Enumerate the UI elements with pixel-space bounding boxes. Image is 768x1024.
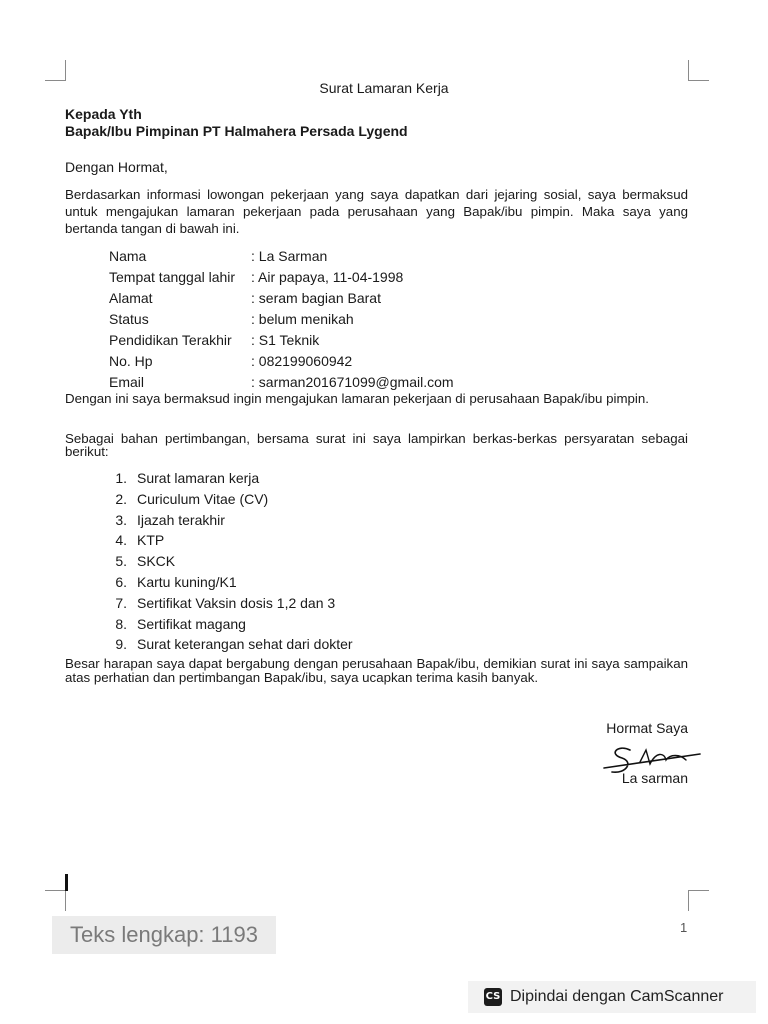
- list-number: 5.: [115, 553, 127, 570]
- info-value: : Air papaya, 11-04-1998: [251, 269, 404, 285]
- info-label: Email: [109, 374, 145, 390]
- info-value: : sarman201671099@gmail.com: [251, 374, 454, 390]
- info-value: : 082199060942: [251, 353, 353, 369]
- recipient-block: [65, 106, 408, 140]
- list-number: 8.: [115, 615, 127, 632]
- info-label: Alamat: [109, 290, 153, 306]
- list-number: 3.: [115, 511, 127, 528]
- info-value: : S1 Teknik: [251, 332, 320, 348]
- camscanner-logo-icon: CS: [484, 988, 502, 1006]
- page-corner-mark: [688, 60, 709, 81]
- list-text: SKCK: [137, 553, 176, 570]
- signer-name: La sarman: [621, 770, 688, 786]
- list-number: 1.: [115, 470, 127, 486]
- list-text: KTP: [137, 532, 165, 549]
- word-count-badge: Teks lengkap: 1193: [52, 916, 276, 954]
- list-text: Surat keterangan sehat dari dokter: [137, 636, 353, 653]
- list-number: 6.: [115, 573, 127, 590]
- closing-paragraph: Besar harapan saya dapat bergabung dengan perusahaan Bapak/ibu, demikian surat ini saya sampaikan atas perhatian dan pertimbangan Bapak/ibu, saya ucapkan terima kasih banyak.: [65, 656, 688, 685]
- intro-paragraph: Berdasarkan informasi lowongan pekerjaan yang saya dapatkan dari jejaring sosial, saya bermaksud untuk mengajukan lamaran pekerjaan pada perusahaan yang Bapak/ibu pimpin. Maka saya yang bertanda tangan di bawah ini.: [65, 187, 688, 236]
- greeting: Dengan Hormat,: [65, 159, 168, 175]
- info-label: Pendidikan Terakhir: [109, 332, 232, 348]
- recipient-line: Bapak/Ibu Pimpinan PT Halmahera Persada Lygend: [65, 123, 408, 139]
- info-value: : La Sarman: [251, 248, 328, 264]
- page-corner-mark: [45, 60, 66, 81]
- info-value: : belum menikah: [251, 311, 354, 327]
- list-text: Sertifikat Vaksin dosis 1,2 dan 3: [137, 594, 336, 611]
- list-number: 7.: [115, 594, 127, 611]
- list-number: 9.: [115, 636, 127, 653]
- list-text: Kartu kuning/K1: [137, 573, 237, 590]
- info-label: Status: [109, 311, 149, 327]
- attachments-intro: Sebagai bahan pertimbangan, bersama surat ini saya lampirkan berkas-berkas persyaratan sebagai berikut:: [65, 431, 688, 459]
- page-corner-mark: [45, 890, 66, 911]
- intent-paragraph: Dengan ini saya bermaksud ingin mengajukan lamaran pekerjaan di perusahaan Bapak/ibu pimpin.: [65, 391, 649, 406]
- info-value: : seram bagian Barat: [251, 290, 381, 306]
- page-corner-mark: [688, 890, 709, 911]
- info-label: Tempat tanggal lahir: [109, 269, 236, 285]
- list-text: Curiculum Vitae (CV): [137, 490, 269, 507]
- closing-salutation: Hormat Saya: [606, 720, 688, 736]
- text-cursor: [65, 874, 68, 891]
- list-text: Surat lamaran kerja: [137, 470, 260, 486]
- info-label: No. Hp: [109, 353, 153, 369]
- list-number: 2.: [115, 490, 127, 507]
- scanner-label: Dipindai dengan CamScanner: [510, 988, 724, 1005]
- scanner-watermark: [468, 981, 756, 1013]
- recipient-line: Kepada Yth: [65, 106, 142, 122]
- letter-title: Surat Lamaran Kerja: [319, 80, 449, 96]
- list-text: Ijazah terakhir: [137, 511, 225, 528]
- list-number: 4.: [115, 532, 127, 549]
- page-number: 1: [680, 920, 688, 935]
- list-text: Sertifikat magang: [137, 615, 246, 632]
- info-label: Nama: [109, 248, 147, 264]
